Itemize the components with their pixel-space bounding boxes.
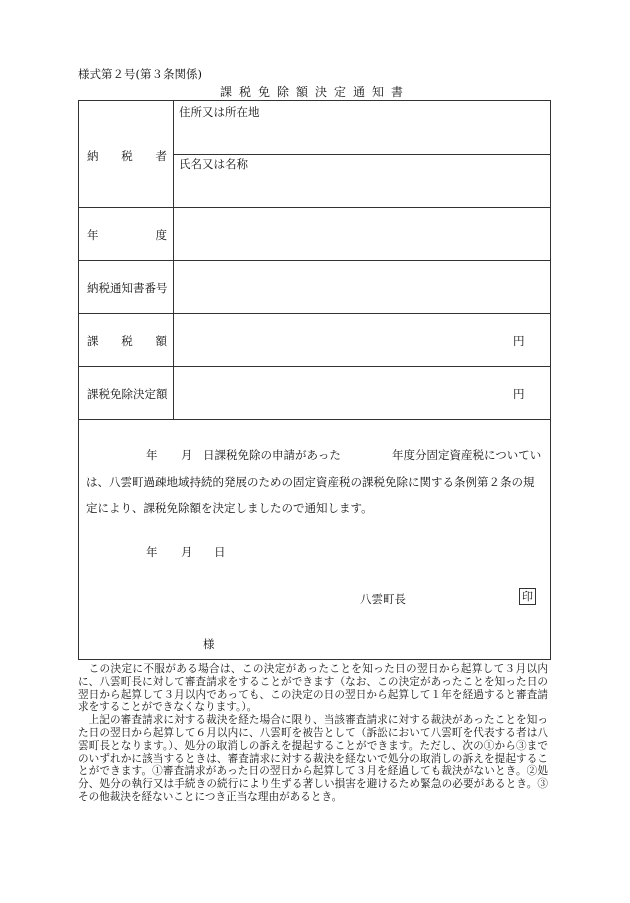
row-divider <box>79 313 550 314</box>
column-divider <box>173 101 174 419</box>
form-table <box>78 100 551 660</box>
taxpayer-label: 納 税 者 <box>87 149 167 163</box>
row-divider <box>79 207 550 208</box>
exemption-amount-label: 課税免除決定額 <box>87 387 168 401</box>
appeal-notes <box>78 663 548 804</box>
address-field-label: 住所又は所在地 <box>179 105 260 119</box>
row-divider <box>79 260 550 261</box>
appeal-note-1: この決定に不服がある場合は、この決定があったことを知った日の翌日から起算して３月以内に、八雲町長に対して審査請求をすることができます（なお、この決定があったことを知った日の翌日から起算して３月以内であっても、この決定の日の翌日から起算して１年を経過すると審査請求をすることができなくなります。）。 <box>78 663 548 714</box>
notice-line-2: は、八雲町過疎地域持続的発展のための固定資産税の課税免除に関する条例第２条の規 <box>86 475 535 489</box>
row-divider <box>79 366 550 367</box>
issuer-name: 八雲町長 <box>360 592 406 606</box>
tax-amount-unit: 円 <box>513 334 525 348</box>
notice-number-label: 納税通知書番号 <box>87 281 168 295</box>
form-number: 様式第２号(第３条関係) <box>78 67 202 81</box>
exemption-amount-unit: 円 <box>513 387 525 401</box>
notice-line-3: 定により、課税免除額を決定しましたので通知します。 <box>86 501 373 515</box>
row-divider <box>79 419 550 420</box>
fiscal-year-label: 年 度 <box>87 228 167 242</box>
address-name-divider <box>173 154 551 155</box>
document-title: 課税免除額決定通知書 <box>219 85 410 99</box>
seal-mark: 印 <box>519 588 536 605</box>
appeal-note-2: 上記の審査請求に対する裁決を経た場合に限り、当該審査請求に対する裁決があったことを知った日の翌日から起算して６月以内に、八雲町を被告として（訴訟において八雲町を代表する者は八雲町長となります。）、処分の取消しの訴えを提起することができます。ただし、次の①から③までのいずれかに該当するときは、審査請求に対する裁決を経ないで処分の取消しの訴えを提起することができます。①審査請求があった日の翌日から起算して３月を経過しても裁決がないとき。②処分、処分の執行又は手続きの続行により生ずる著しい損害を避けるため緊急の必要があるとき。③その他裁決を経ないことにつき正当な理由があるとき。 <box>78 714 548 803</box>
tax-amount-label: 課 税 額 <box>87 334 167 348</box>
addressee-suffix: 様 <box>203 637 215 651</box>
name-field-label: 氏名又は名称 <box>179 157 248 171</box>
